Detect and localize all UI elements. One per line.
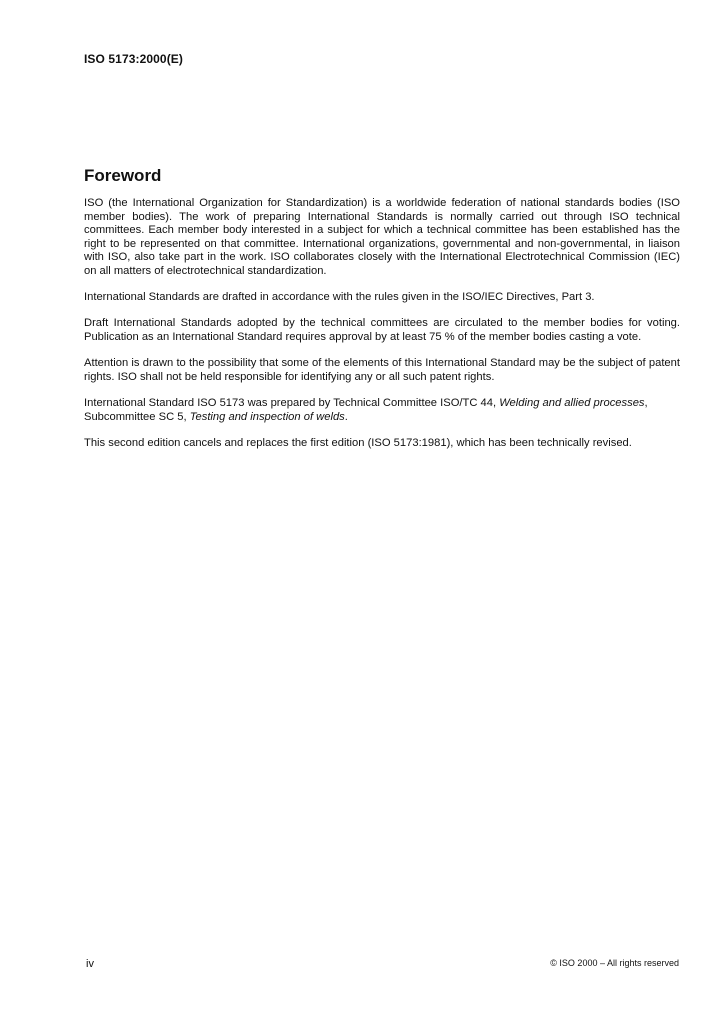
prepared-by-prefix: International Standard ISO 5173 was prepared by Technical Committee ISO/TC 44,	[84, 396, 500, 409]
document-code: ISO 5173:2000(E)	[84, 52, 183, 66]
page-number: iv	[86, 958, 94, 970]
paragraph-voting: Draft International Standards adopted by the technical committees are circulated to the member bodies for voting. Publication as an International Standard requires approval by at least 75 % of the member bodies casting a vote.	[84, 317, 680, 343]
committee-title: Welding and allied processes	[499, 396, 645, 409]
paragraph-patent-rights: Attention is drawn to the possibility that some of the elements of this International Standard may be the subject of patent rights. ISO shall not be held responsible for identifying any or all such patent rights.	[84, 357, 680, 383]
section-title: Foreword	[84, 166, 162, 185]
prepared-by-suffix: .	[344, 410, 348, 423]
paragraph-prepared-by	[84, 397, 680, 424]
foreword-body	[84, 197, 680, 463]
paragraph-edition-note: This second edition cancels and replaces the first edition (ISO 5173:1981), which has been technically revised.	[84, 436, 632, 449]
subcommittee-title: Testing and inspection of welds	[189, 410, 345, 423]
paragraph-iso-intro: ISO (the International Organization for Standardization) is a worldwide federation of national standards bodies (ISO member bodies). The work of preparing International Standards is normally carried out through ISO technical committees. Each member body interested in a subject for which a technical committee has been established has the right to be represented on that committee. International organizations, governmental and non-governmental, in liaison with ISO, also take part in the work. ISO collaborates closely with the International Electrotechnical Commission (IEC) on all matters of electrotechnical standardization.	[84, 197, 680, 277]
prepared-by-middle: , Subcommittee SC 5,	[84, 396, 648, 423]
paragraph-drafting-rules: International Standards are drafted in accordance with the rules given in the ISO/IEC Directives, Part 3.	[84, 291, 595, 304]
copyright-notice: © ISO 2000 – All rights reserved	[550, 958, 679, 968]
